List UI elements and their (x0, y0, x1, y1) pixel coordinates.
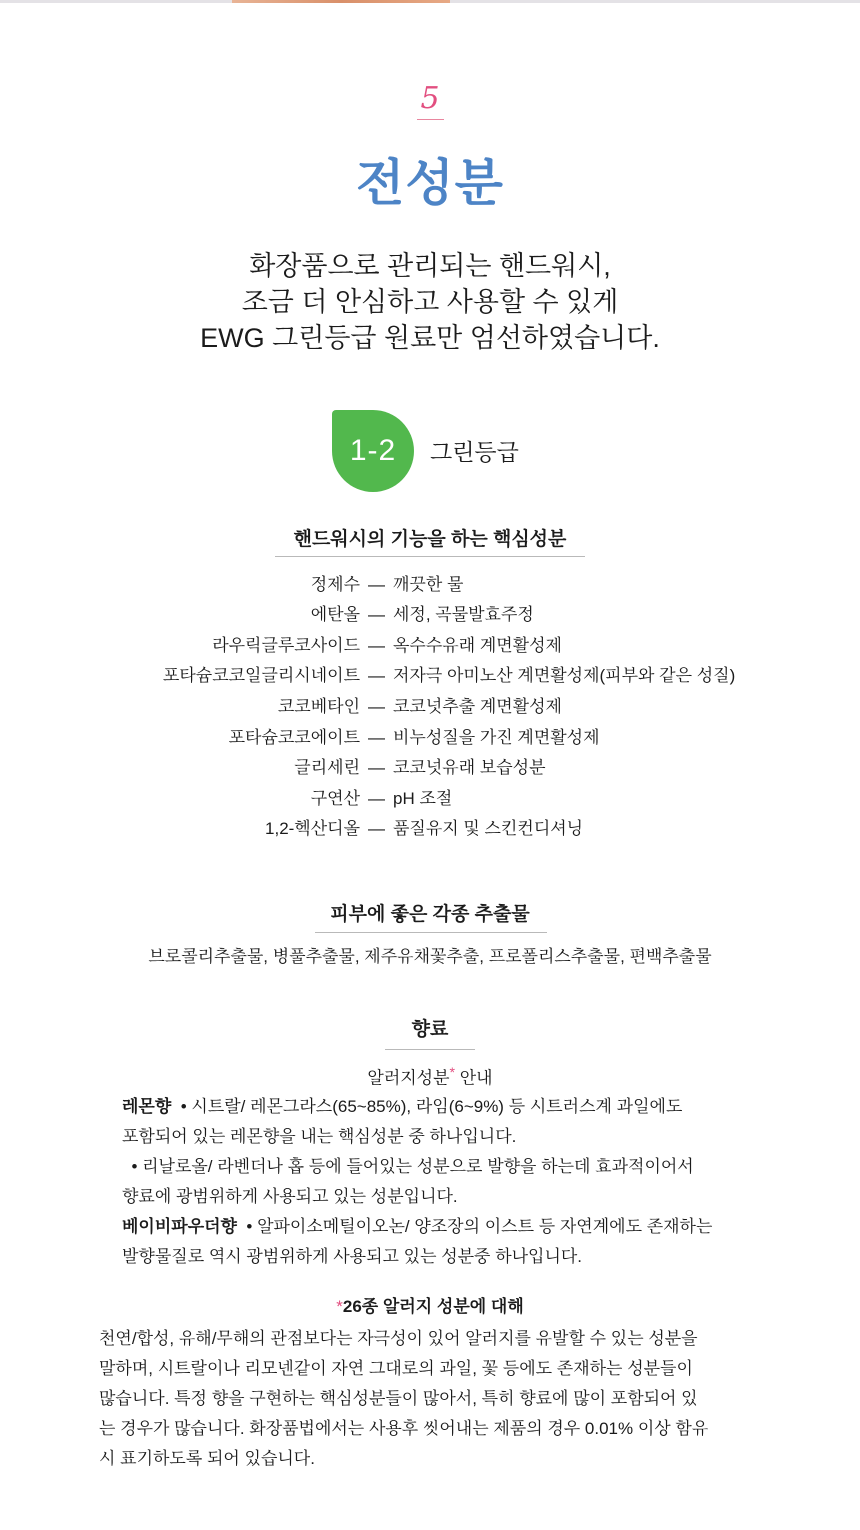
ingredient-separator: — (368, 697, 385, 716)
page-title: 전성분 (356, 155, 504, 211)
ingredient-name: 에탄올 (310, 605, 360, 624)
ingredient-separator: — (368, 789, 385, 808)
green-grade-badge (332, 410, 414, 492)
allergen-guide-subheading (0, 1060, 860, 1092)
lemon-scent-label: 레몬향 (122, 1097, 172, 1116)
ingredient-row (0, 816, 860, 846)
heading-divider (275, 556, 585, 557)
ingredient-name: 글리세린 (294, 758, 360, 777)
extracts-heading: 피부에 좋은 각종 추출물 (330, 904, 530, 925)
section-number: 5 (420, 81, 440, 116)
ingredient-row (0, 755, 860, 785)
fragrance-line (122, 1092, 762, 1122)
allergen-note-title: 26종 알러지 성분에 대해 (342, 1297, 524, 1316)
note-line: 많습니다. 특정 향을 구현하는 핵심성분들이 많아서, 특히 향료에 많이 포함되어 있 (99, 1389, 698, 1408)
heading-divider (385, 1049, 475, 1050)
extracts-list: 브로콜리추출물, 병풀추출물, 제주유채꽃추출, 프로폴리스추출물, 편백추출물 (148, 947, 712, 966)
core-ingredients-heading: 핸드워시의 기능을 하는 핵심성분 (293, 529, 567, 550)
fragrance-line (122, 1212, 762, 1242)
ingredient-desc: 저자극 아미노산 계면활성제(피부와 같은 성질) (393, 666, 736, 685)
section-number-underline (417, 119, 444, 120)
ingredient-desc: 깨끗한 물 (393, 575, 464, 594)
ingredient-separator: — (368, 758, 385, 777)
ingredient-name: 포타슘코코일글리시네이트 (162, 666, 360, 685)
ingredient-name: 구연산 (310, 789, 360, 808)
fragrance-details (122, 1092, 762, 1272)
grade-label: 그린등급 (430, 439, 519, 465)
ingredient-separator: — (368, 605, 385, 624)
intro-line: 화장품으로 관리되는 핸드워시, (249, 251, 611, 281)
fragrance-line: 향료에 광범위하게 사용되고 있는 성분입니다. (122, 1187, 458, 1206)
ingredient-separator: — (368, 666, 385, 685)
fragrance-text: • 시트랄/ 레몬그라스(65~85%), 라임(6~9%) 등 시트러스계 과일에도 (171, 1097, 683, 1116)
intro-line: EWG 그린등급 원료만 엄선하였습니다. (200, 323, 660, 353)
ingredient-name: 정제수 (310, 575, 360, 594)
ingredient-name: 라우릭글루코사이드 (212, 636, 360, 655)
fragrance-line: • 리날로올/ 라벤더나 홉 등에 들어있는 성분으로 발향을 하는데 효과적이어서 (122, 1157, 694, 1176)
allergen-guide-suffix: 안내 (455, 1068, 493, 1088)
ingredient-desc: 옥수수유래 계면활성제 (393, 636, 562, 655)
ingredient-desc: pH 조절 (393, 789, 453, 808)
ingredient-name: 1,2-헥산디올 (265, 819, 360, 838)
ingredient-name: 포타슘코코에이트 (228, 728, 360, 747)
ingredient-name: 코코베타인 (277, 697, 360, 716)
asterisk-marker: * (336, 1297, 343, 1316)
allergen-note-heading (0, 1294, 860, 1320)
heading-divider (315, 932, 547, 933)
note-line: 는 경우가 많습니다. 화장품법에서는 사용후 씻어내는 제품의 경우 0.01% 이상 함유 (99, 1419, 709, 1438)
note-line: 말하며, 시트랄이나 리모넨같이 자연 그대로의 과일, 꽃 등에도 존재하는 성분들이 (99, 1359, 693, 1378)
allergen-guide-prefix: 알러지성분 (367, 1068, 450, 1088)
fragrance-line: 발향물질로 역시 광범위하게 사용되고 있는 성분중 하나입니다. (122, 1247, 583, 1266)
ingredient-desc: 세정, 곡물발효주정 (393, 605, 534, 624)
ingredient-row (0, 633, 860, 663)
top-image-edge (0, 0, 860, 3)
fragrance-line: 포함되어 있는 레몬향을 내는 핵심성분 중 하나입니다. (122, 1127, 517, 1146)
ingredient-separator: — (368, 819, 385, 838)
intro-text (0, 248, 860, 356)
asterisk-marker: * (449, 1065, 456, 1081)
ingredient-desc: 비누성질을 가진 계면활성제 (393, 728, 600, 747)
note-line: 시 표기하도록 되어 있습니다. (99, 1449, 315, 1468)
note-line: 천연/합성, 유해/무해의 관점보다는 자극성이 있어 알러지를 유발할 수 있는 성분을 (99, 1329, 698, 1348)
ingredient-separator: — (368, 575, 385, 594)
ingredient-row (0, 663, 860, 693)
top-image-edge-warm (232, 0, 450, 3)
ingredient-row (0, 694, 860, 724)
ingredient-separator: — (368, 728, 385, 747)
ingredient-row (0, 786, 860, 816)
ingredient-row (0, 572, 860, 602)
ingredient-desc: 코코넛추출 계면활성제 (393, 697, 562, 716)
grade-badge-value: 1-2 (349, 434, 397, 467)
ingredient-row (0, 602, 860, 632)
fragrance-heading: 향료 (411, 1019, 449, 1040)
intro-line: 조금 더 안심하고 사용할 수 있게 (241, 287, 619, 317)
baby-powder-scent-label: 베이비파우더향 (122, 1217, 237, 1236)
ingredient-row (0, 725, 860, 755)
allergen-note-body (99, 1324, 771, 1474)
ingredient-desc: 품질유지 및 스킨컨디셔닝 (393, 819, 584, 838)
fragrance-text: • 알파이소메틸이오논/ 양조장의 이스트 등 자연계에도 존재하는 (236, 1217, 713, 1236)
ingredient-desc: 코코넛유래 보습성분 (393, 758, 546, 777)
ingredient-separator: — (368, 636, 385, 655)
